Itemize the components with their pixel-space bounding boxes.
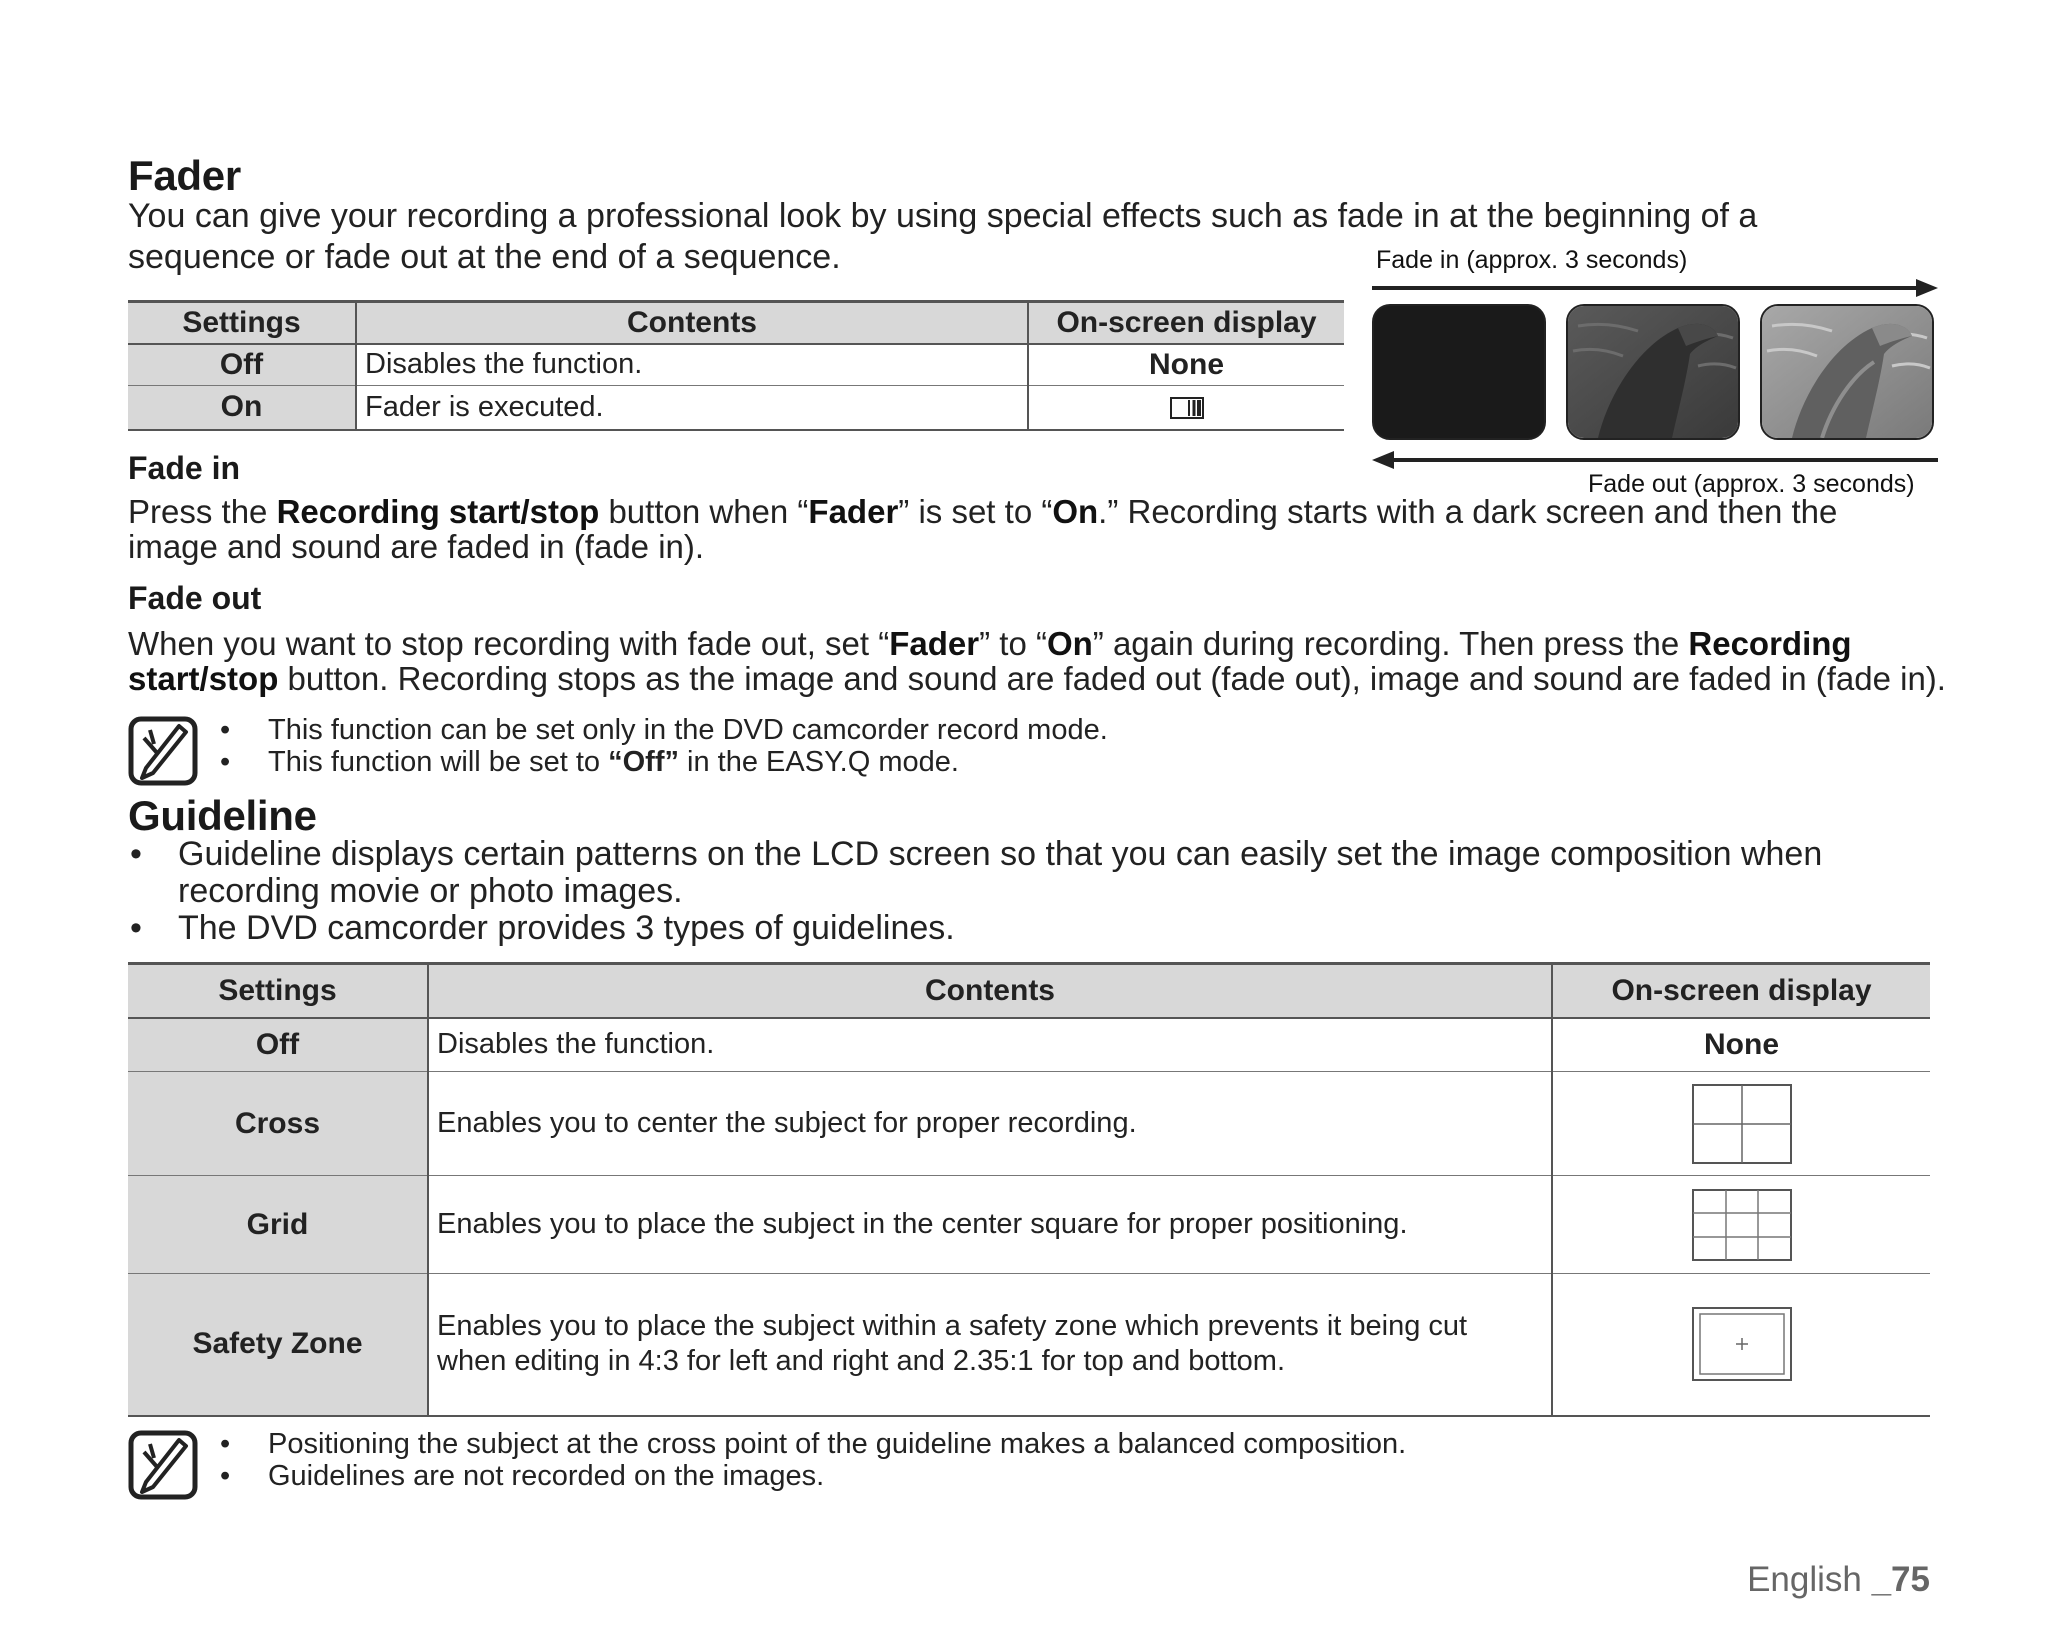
table-row — [128, 1274, 1930, 1416]
fade-in-text: Press the Recording start/stop button when “Fader” is set to “On.” Recording starts with a dark screen and then the image and sound are faded in (fade in). — [128, 493, 1838, 565]
table-header: Settings — [128, 964, 428, 1018]
setting-cell: Off — [128, 344, 356, 386]
fade-out-text: When you want to stop recording with fade out, set “Fader” to “On” again during recording. Then press the Recording start/stop button. Recording stops as the image and sound are faded out (fade out), image and sound are faded in (fade in). — [128, 625, 1946, 697]
contents-cell: Disables the function. — [428, 1018, 1552, 1072]
guideline-notes — [220, 1428, 1820, 1492]
dolphin-image — [1568, 306, 1738, 438]
page-number: _75 — [1871, 1560, 1930, 1599]
footer-language: English — [1747, 1560, 1872, 1599]
note-item: • Positioning the subject at the cross point of the guideline makes a balanced composition. — [220, 1428, 1820, 1460]
dolphin-image — [1762, 306, 1932, 438]
fade-in-caption: Fade in (approx. 3 seconds) — [1376, 246, 1688, 274]
contents-cell: Enables you to place the subject in the center square for proper positioning. — [428, 1176, 1552, 1274]
fade-in-heading: Fade in — [128, 450, 241, 486]
display-cell — [1552, 1274, 1930, 1416]
note-item: • Guidelines are not recorded on the images. — [220, 1460, 1820, 1492]
display-cell — [1552, 1072, 1930, 1176]
fade-frame-bright — [1760, 304, 1934, 440]
table-header: Settings — [128, 302, 356, 344]
table-header: Contents — [356, 302, 1028, 344]
fade-out-heading: Fade out — [128, 580, 262, 616]
fader-title: Fader — [128, 152, 241, 199]
display-cell: None — [1552, 1018, 1930, 1072]
table-header: On-screen display — [1552, 964, 1930, 1018]
guideline-bullets — [128, 836, 1888, 947]
fade-frame-dim — [1566, 304, 1740, 440]
fader-table — [128, 300, 1344, 431]
setting-cell: Grid — [128, 1176, 428, 1274]
fade-out-arrow — [1370, 448, 1940, 472]
contents-cell: Fader is executed. — [356, 386, 1028, 430]
setting-cell: Safety Zone — [128, 1274, 428, 1416]
setting-cell: Off — [128, 1018, 428, 1072]
contents-cell: Enables you to center the subject for proper recording. — [428, 1072, 1552, 1176]
note-icon — [128, 1430, 198, 1500]
fader-icon — [1170, 396, 1204, 420]
setting-cell: On — [128, 386, 356, 430]
table-row — [128, 386, 1344, 430]
table-row — [128, 1176, 1930, 1274]
bullet-item: • The DVD camcorder provides 3 types of guidelines. — [128, 910, 1888, 947]
safety-zone-icon — [1692, 1307, 1792, 1381]
note-item: • This function can be set only in the DVD camcorder record mode. — [220, 714, 1720, 746]
note-item: • This function will be set to “Off” in the EASY.Q mode. — [220, 746, 1720, 778]
fade-in-arrow — [1370, 276, 1940, 300]
table-header: On-screen display — [1028, 302, 1344, 344]
note-icon — [128, 716, 198, 786]
setting-cell: Cross — [128, 1072, 428, 1176]
grid-guide-icon — [1692, 1189, 1792, 1261]
guideline-table — [128, 962, 1930, 1417]
table-row — [128, 1072, 1930, 1176]
table-row — [128, 1018, 1930, 1072]
guideline-title: Guideline — [128, 792, 317, 839]
fader-intro: You can give your recording a professional look by using special effects such as fade in at the beginning of a sequence or fade out at the end of a sequence. — [128, 197, 1758, 276]
fader-notes — [220, 714, 1720, 778]
cross-guide-icon — [1692, 1084, 1792, 1164]
display-cell — [1028, 386, 1344, 430]
contents-cell: Enables you to place the subject within a safety zone which prevents it being cut when editing in 4:3 for left and right and 2.35:1 for top and bottom. — [428, 1274, 1552, 1416]
table-row — [128, 344, 1344, 386]
fade-frame-dark — [1372, 304, 1546, 440]
display-cell: None — [1028, 344, 1344, 386]
table-header: Contents — [428, 964, 1552, 1018]
bullet-item: • Guideline displays certain patterns on the LCD screen so that you can easily set the image composition when recording movie or photo images. — [128, 836, 1888, 910]
page-footer — [1747, 1560, 1930, 1600]
display-cell — [1552, 1176, 1930, 1274]
fade-out-caption: Fade out (approx. 3 seconds) — [1588, 470, 1915, 498]
contents-cell: Disables the function. — [356, 344, 1028, 386]
